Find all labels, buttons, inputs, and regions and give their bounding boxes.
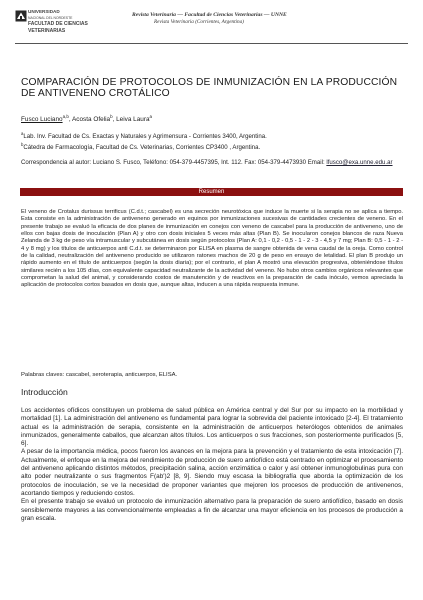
author-second-mark: b	[110, 114, 113, 119]
author-third: , Leiva Laura	[112, 116, 150, 124]
correspondence	[21, 159, 401, 168]
affiliation-a-mark: a	[21, 131, 24, 136]
header-divider	[15, 43, 408, 44]
institution-line-2: NACIONAL DEL NORDESTE	[28, 16, 73, 20]
journal-header	[15, 10, 410, 43]
correspondence-text: Correspondencia al autor: Luciano S. Fusco, Teléfono: 054-379-4457395, Int. 112. Fax: 054-379-4473930 Email:	[21, 159, 325, 166]
affiliation-b-mark: b	[21, 142, 24, 147]
introduction-heading: Introducción	[21, 387, 68, 397]
author-third-mark: a	[149, 114, 153, 119]
intro-paragraph-2: A pesar de la importancia médica, pocos fueron los avances en la mejora para la prevención y el tratamiento de esta intoxicación [7]. Actualmente, el enfoque en la mejora del rendimiento de producción de suero antiofídico está centrado en optimizar el procesamiento del antiveneno aplicando distintos métodos, precipitación salina, acción enzimática o calor y así obtener inmunoglobulinas pura con alto poder neutralizante o sus fragmentos F(ab')2 [8, 9]. Siendo muy escasa la bibliografía que aborda la optimización de los protocolos de inoculación, se ve la necesidad de proponer variantes que mejoren los procesos de producción de antivenenos, acortando tiempos y reduciendo costos.	[21, 448, 403, 497]
paper-title: COMPARACIÓN DE PROTOCOLOS DE INMUNIZACIÓN EN LA PRODUCCIÓN DE ANTIVENENO CROTÁLICO	[21, 77, 398, 99]
journal-line-2: Revista Veterinaria (Corrientes, Argentina)	[154, 19, 244, 25]
affiliation-a	[21, 131, 267, 140]
intro-paragraph-3: En el presente trabajo se evaluó un protocolo de inmunización alternativo para la preparación de suero antiofídico, basado en dosis sensiblemente mayores a las convencionalmente empleadas a fin de alcanzar una mayor eficiencia en los procesos de producción a gran escala.	[21, 498, 403, 522]
introduction-body	[21, 407, 403, 523]
university-logo	[15, 9, 88, 43]
institution-line-3: FACULTAD DE CIENCIAS	[28, 21, 88, 27]
journal-line-1: Revista Veterinaria — Facultad de Ciencias Veterinarias — UNNE	[132, 12, 287, 18]
institution-line-4: VETERINARIAS	[28, 28, 66, 34]
author-list	[21, 114, 152, 123]
institution-line-1: UNIVERSIDAD	[28, 9, 60, 14]
affiliation-a-text: Lab. Inv. Facultad de Cs. Exactas y Naturales y Agrimensura - Corrientes 3400, Argentina.	[23, 133, 267, 141]
author-second: , Acosta Ofelia	[68, 116, 111, 124]
abstract-heading: Resumen	[20, 188, 403, 196]
unne-emblem-icon	[15, 10, 27, 22]
author-first-marks: a,b	[62, 114, 69, 119]
keywords: Palabras claves: cascabel, seroterapia, anticuerpos, ELISA.	[21, 372, 178, 378]
affiliation-b-text: Cátedra de Farmacología, Facultad de Cs. Veterinarias, Corrientes CP3400 , Argentina.	[23, 144, 261, 152]
affiliation-b	[21, 142, 260, 151]
intro-paragraph-1: Los accidentes ofídicos constituyen un problema de salud pública en América central y del Sur por su impacto en la morbilidad y mortalidad [1]. La administración del antiveneno es fundamental para lograr la sobrevida del paciente intoxicado [2-4]. El tratamiento actual es la administración de serapia, consistente en la administración de anticuerpos heterólogos obtenidos de animales inmunizados, generalmente caballos, que alcanzan altos títulos. Los anticuerpos o sus fracciones, son posteriormente purificados [5, 6].	[21, 407, 403, 448]
journal-info	[132, 12, 410, 26]
email-link[interactable]: lfusco@exa.unne.edu.ar	[326, 159, 393, 166]
author-first: Fusco Luciano	[21, 116, 63, 124]
abstract-text: El veneno de Crotalus durissus terrificus (C.d.t.; cascabel) es una secreción neurotóxica que induce la muerte si la serapia no se aplica a tiempo. Esta consiste en la administración de antiveneno generado en equinos por inmunizaciones sucesivas de cantidades crecientes de veneno. En el presente trabajo se evaluó la eficacia de dos planes de inmunización en conejos con veneno de cascabel para la producción de antiveneno, uno de ellos con bajas dosis de inoculación (Plan A) y otro con dosis iniciales 5 veces más altas (Plan B). Se inocularon conejos blancos de raza Nueva Zelanda de 3 kg de peso vía intramuscular y subcutánea en dosis según protocolos (Plan A: 0,1 - 0,2 - 0,5 - 1 - 2 - 3 - 4,5 y 7 mg; Plan B: 0,5 - 1 - 2 - 4 y 8 mg) y los títulos de anticuerpos anti C.d.t. se determinaron por ELISA en plasma de sangre obtenida de vena caudal de la oreja. Como control de la calidad, neutralización del antiveneno producido se utilizaron ratones machos de 20 g de peso en ensayo de letalidad. El plan B produjo un rápido aumento en el título de anticuerpos (según la dosis diaria); por el contrario, el plan A mostró una elevación progresiva, obteniéndose títulos similares recién a los 105 días, con equivalente capacidad neutralizante de la actividad del veneno. No hubo otros cambios orgánicos relevantes que comprometan la salud del animal, y considerando costos de manutención y de reactivos en la preparación de cada inóculo, vemos apreciada la aplicación de protocolos cortos basados en dosis que, aunque altas, inducen a una rápida respuesta inmune.	[21, 209, 403, 289]
